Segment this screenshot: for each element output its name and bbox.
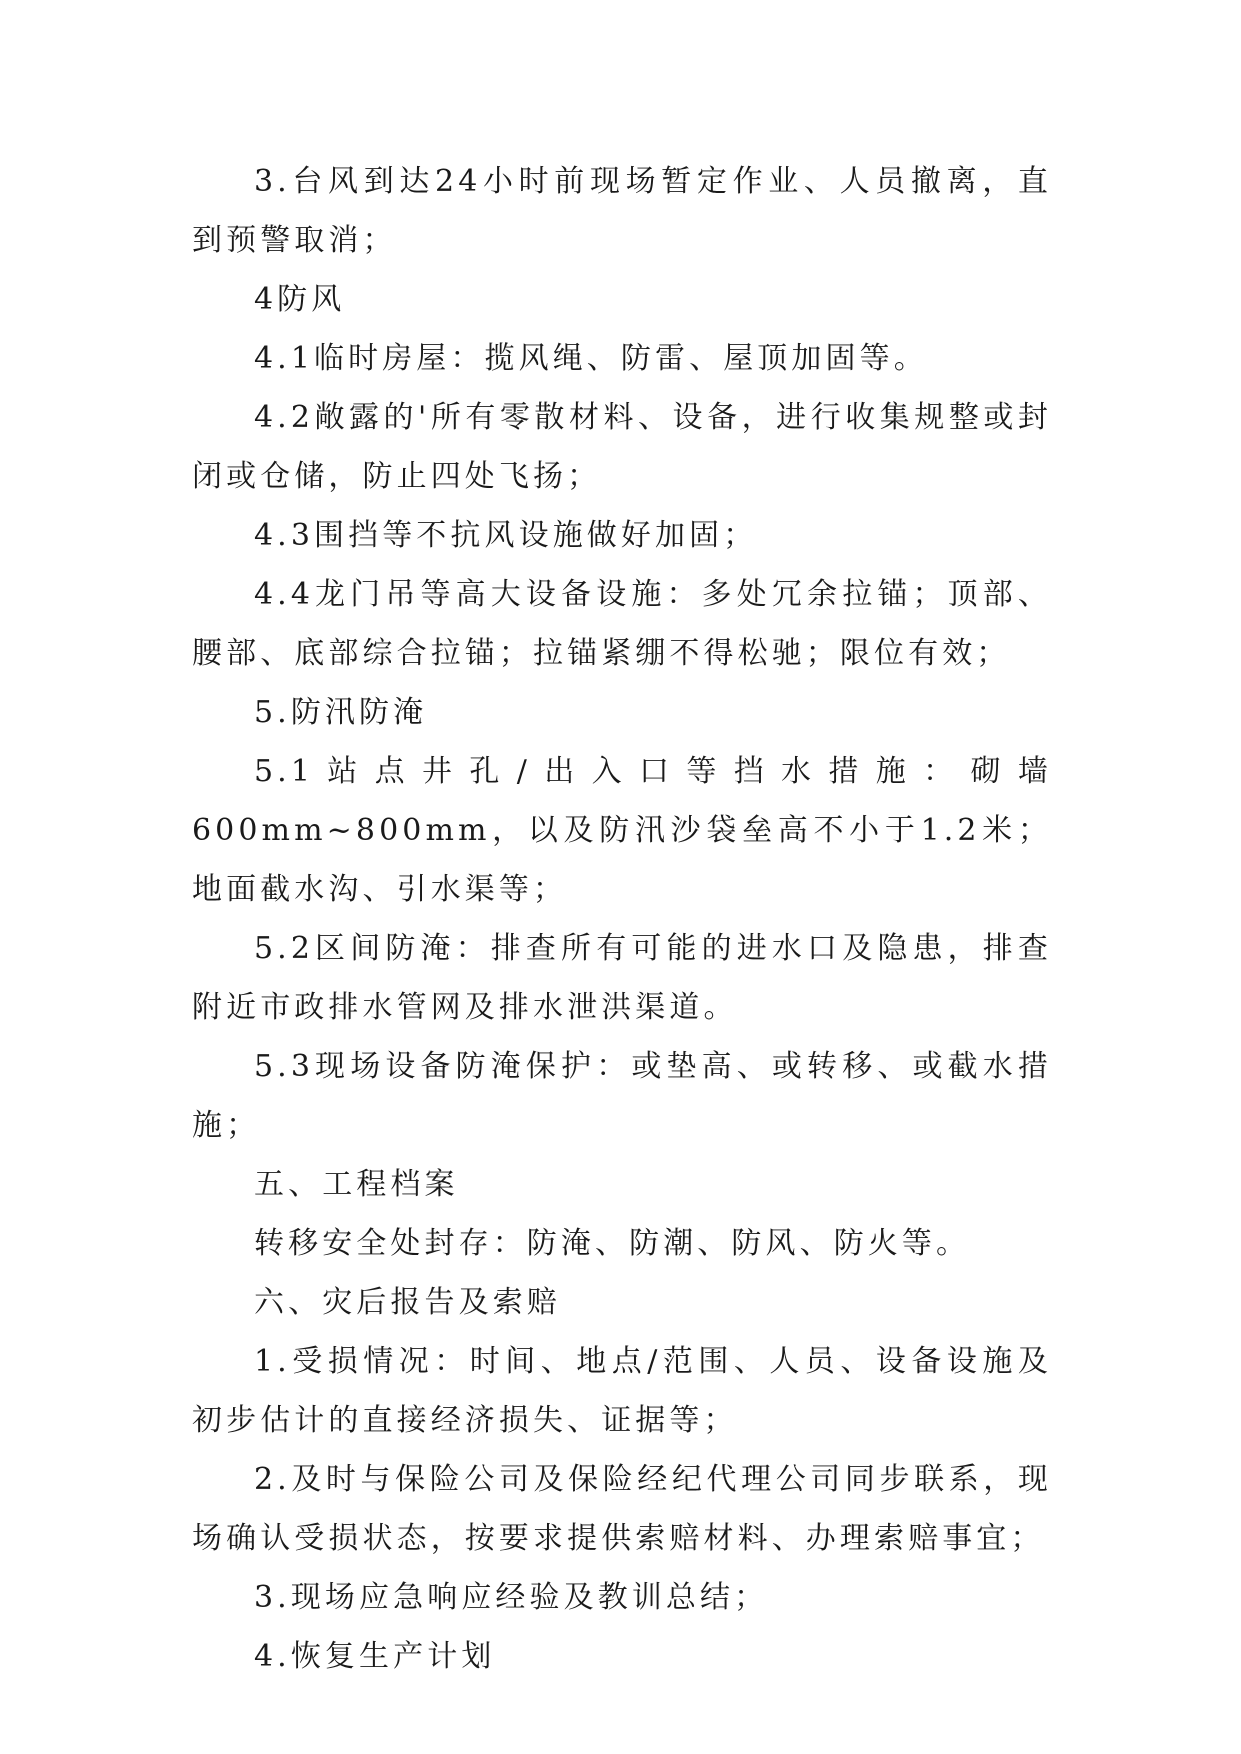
paragraph: 5.3现场设备防淹保护：或垫高、或转移、或截水措施；	[192, 1049, 1052, 1143]
section-heading: 5.防汛防淹	[254, 695, 428, 730]
paragraph: 4.3围挡等不抗风设施做好加固；	[254, 518, 758, 553]
paragraph: 转移安全处封存：防淹、防潮、防风、防火等。	[254, 1226, 971, 1261]
paragraph: 3.现场应急响应经验及教训总结；	[254, 1580, 769, 1615]
paragraph: 4.4龙门吊等高大设备设施：多处冗余拉锚；顶部、腰部、底部综合拉锚；拉锚紧绷不得松驰；限位有效；	[192, 577, 1052, 671]
document-body	[192, 152, 1052, 1686]
section-heading: 五、工程档案	[254, 1167, 459, 1202]
section-heading: 六、灾后报告及索赔	[254, 1285, 561, 1320]
paragraph: 4.2敞露的'所有零散材料、设备，进行收集规整或封闭或仓储，防止四处飞扬；	[192, 400, 1052, 494]
paragraph: 2.及时与保险公司及保险经纪代理公司同步联系，现场确认受损状态，按要求提供索赔材料、办理索赔事宜；	[192, 1462, 1052, 1556]
paragraph: 5.1站点井孔/出入口等挡水措施：砌墙600mm~800mm，以及防汛沙袋垒高不小于1.2米；地面截水沟、引水渠等；	[192, 754, 1052, 907]
paragraph: 4.恢复生产计划	[254, 1639, 496, 1674]
paragraph: 4.1临时房屋：揽风绳、防雷、屋顶加固等。	[254, 341, 928, 376]
paragraph: 5.2区间防淹：排查所有可能的进水口及隐患，排查附近市政排水管网及排水泄洪渠道。	[192, 931, 1052, 1025]
paragraph: 3.台风到达24小时前现场暂定作业、人员撤离，直到预警取消；	[192, 164, 1052, 258]
paragraph: 1.受损情况：时间、地点/范围、人员、设备设施及初步估计的直接经济损失、证据等；	[192, 1344, 1052, 1438]
section-heading: 4防风	[254, 282, 346, 317]
